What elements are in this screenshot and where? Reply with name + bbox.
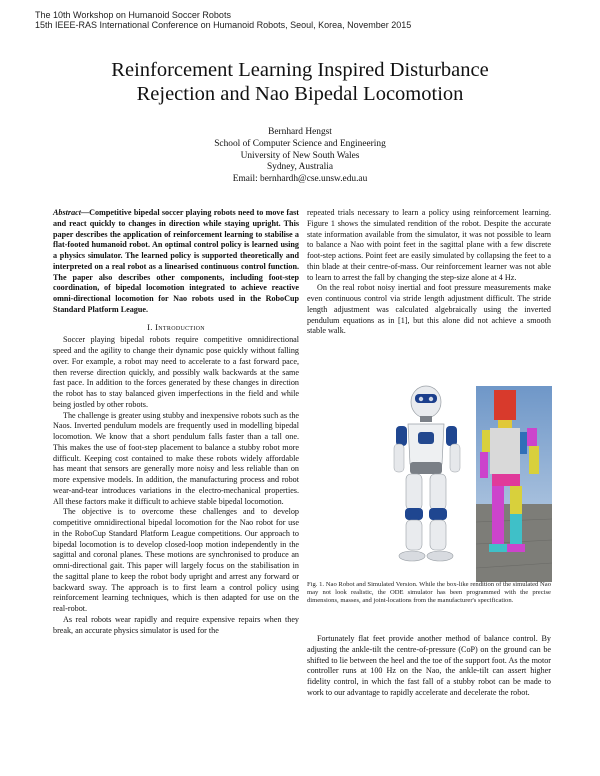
simulated-nao-render [476,386,552,582]
running-header-workshop: The 10th Workshop on Humanoid Soccer Robots [35,10,231,20]
abstract-text: —Competitive bipedal soccer playing robots need to move fast and react quickly to changes in direction while staying upright. This paper describes the application of reinforcement learning to stabilise a flat-footed humanoid robot. An optimal control policy is learned using a physics simulator. The learned policy is supported theoretically and interpreted on a real robot as a linearised continuous control function. The paper also describes other components, including foot-step coordination, of bipedal locomotion integrated to achieve reactive omni-directional locomotion for Nao robots used in the RoboCup Standard Platform League. [53,208,299,314]
section-title: Introduction [155,321,205,332]
abstract-label: Abstract [53,208,81,217]
figure-caption: Fig. 1. Nao Robot and Simulated Version. While the box-like rendition of the simulated Nao may not look realistic, the ODE simulator has been programmed with the precise dimensions, masses, and joint-locations from the manufacturer's specification. [307,581,551,605]
title-line-1: Reinforcement Learning Inspired Disturbance [111,59,489,81]
intro-paragraph-2: The challenge is greater using stubby and inexpensive robots such as the Naos. Inverted pendulum models are frequently used in modelling bipedal locomotion. We know that a short pendulum falls faster than a tall one. This makes the use of foot-step placement to balance a stubby robot more difficult. Keeping cost contained to make these robots widely affordable has meant that sensors are generally more noisy and less reliable than on more expensive models. In addition, the manufacturing process and robot wear-and-tear introduces variations in the electro-mechanical properties. All these factors make it difficult to achieve stable bipedal locomotion. [53,410,299,506]
left-column [53,208,299,636]
author-city: Sydney, Australia [266,162,334,173]
section-heading-introduction [53,322,299,333]
author-email: Email: bernhardh@cse.unsw.edu.au [232,174,368,185]
running-header-conference: 15th IEEE-RAS International Conference on Humanoid Robots, Seoul, Korea, November 2015 [35,20,412,30]
intro-paragraph-1: Soccer playing bipedal robots require competitive omnidirectional speed and the agility to change their dynamic pose quickly without falling over. For example, a robot may need to accelerate to a fast forward pace, then reverse direction quickly, and possibly walk backwards at the same fast pace. In addition to the forces generated by these changes in direction the robot has to stay balanced given imperfections in the field and while being jostled by other robots. [53,335,299,409]
right-paragraph-1: repeated trials necessary to learn a policy using reinforcement learning. Figure 1 shows the simulated rendition of the robot. Despite the accurate state information available from the simulator, it was not possible to learn to balance a Nao with point feet in the sagittal plane with a few discrete foot-step actions. Point feet are easily simulated by collapsing the feet to a thin blade at their centre-of-mass. Our reinforcement learner was not able to learn to arrest the fall by changing the step-size alone at 4 Hz. [307,208,551,282]
title-line-2: Rejection and Nao Bipedal Locomotion [136,83,464,105]
right-paragraph-3: Fortunately flat feet provide another method of balance control. By adjusting the ankle-tilt the centre-of-pressure (CoP) on the ground can be shifted to lie between the heel and the toe of the support foot. As the motor controller runs at 100 Hz on the Nao, the ankle-tilt can assert higher fidelity control, in which the fast fall of a stubby robot can be made to work to our advantage to rapidly accelerate and decelerate the robot. [307,634,551,697]
author-block [150,127,450,186]
right-paragraph-2: On the real robot noisy inertial and foot pressure measurements make even continuous control via stride length adjustment difficult. The stride length adjustment was calculated algebraically using the inverted pendulum equations as in [1], but this alone did not achieve a smooth stable walk. [307,283,551,336]
author-school: School of Computer Science and Engineering [214,138,386,149]
figure-1 [392,372,552,582]
author-university: University of New South Wales [240,150,360,161]
right-column-top [307,208,551,337]
intro-paragraph-4: As real robots wear rapidly and require expensive repairs when they break, an accurate physics simulator is used for the [53,614,299,635]
intro-paragraph-3: The objective is to overcome these challenges and to develop competitive omnidirectional bipedal locomotion for the Nao robot for use in the RoboCup Standard Platform League competitions. Our approach to bipedal locomotion is to develop closed-loop motion independently in the sagittal and coronal planes. These motions are synchronised to produce an omni-directional gait. This paper will largely focus on the stabilisation in the sagittal plane to keep the robot body upright and arrest any forward or backward sway. The approach is to first learn a control policy using reinforcement learning techniques, which is then adapted for use on the real-robot. [53,507,299,613]
section-number: I. [147,321,153,332]
author-name: Bernhard Hengst [268,127,332,137]
paper-title [40,58,560,106]
nao-robot-photo [392,372,468,582]
right-column-bottom [307,634,551,699]
abstract [53,208,299,316]
